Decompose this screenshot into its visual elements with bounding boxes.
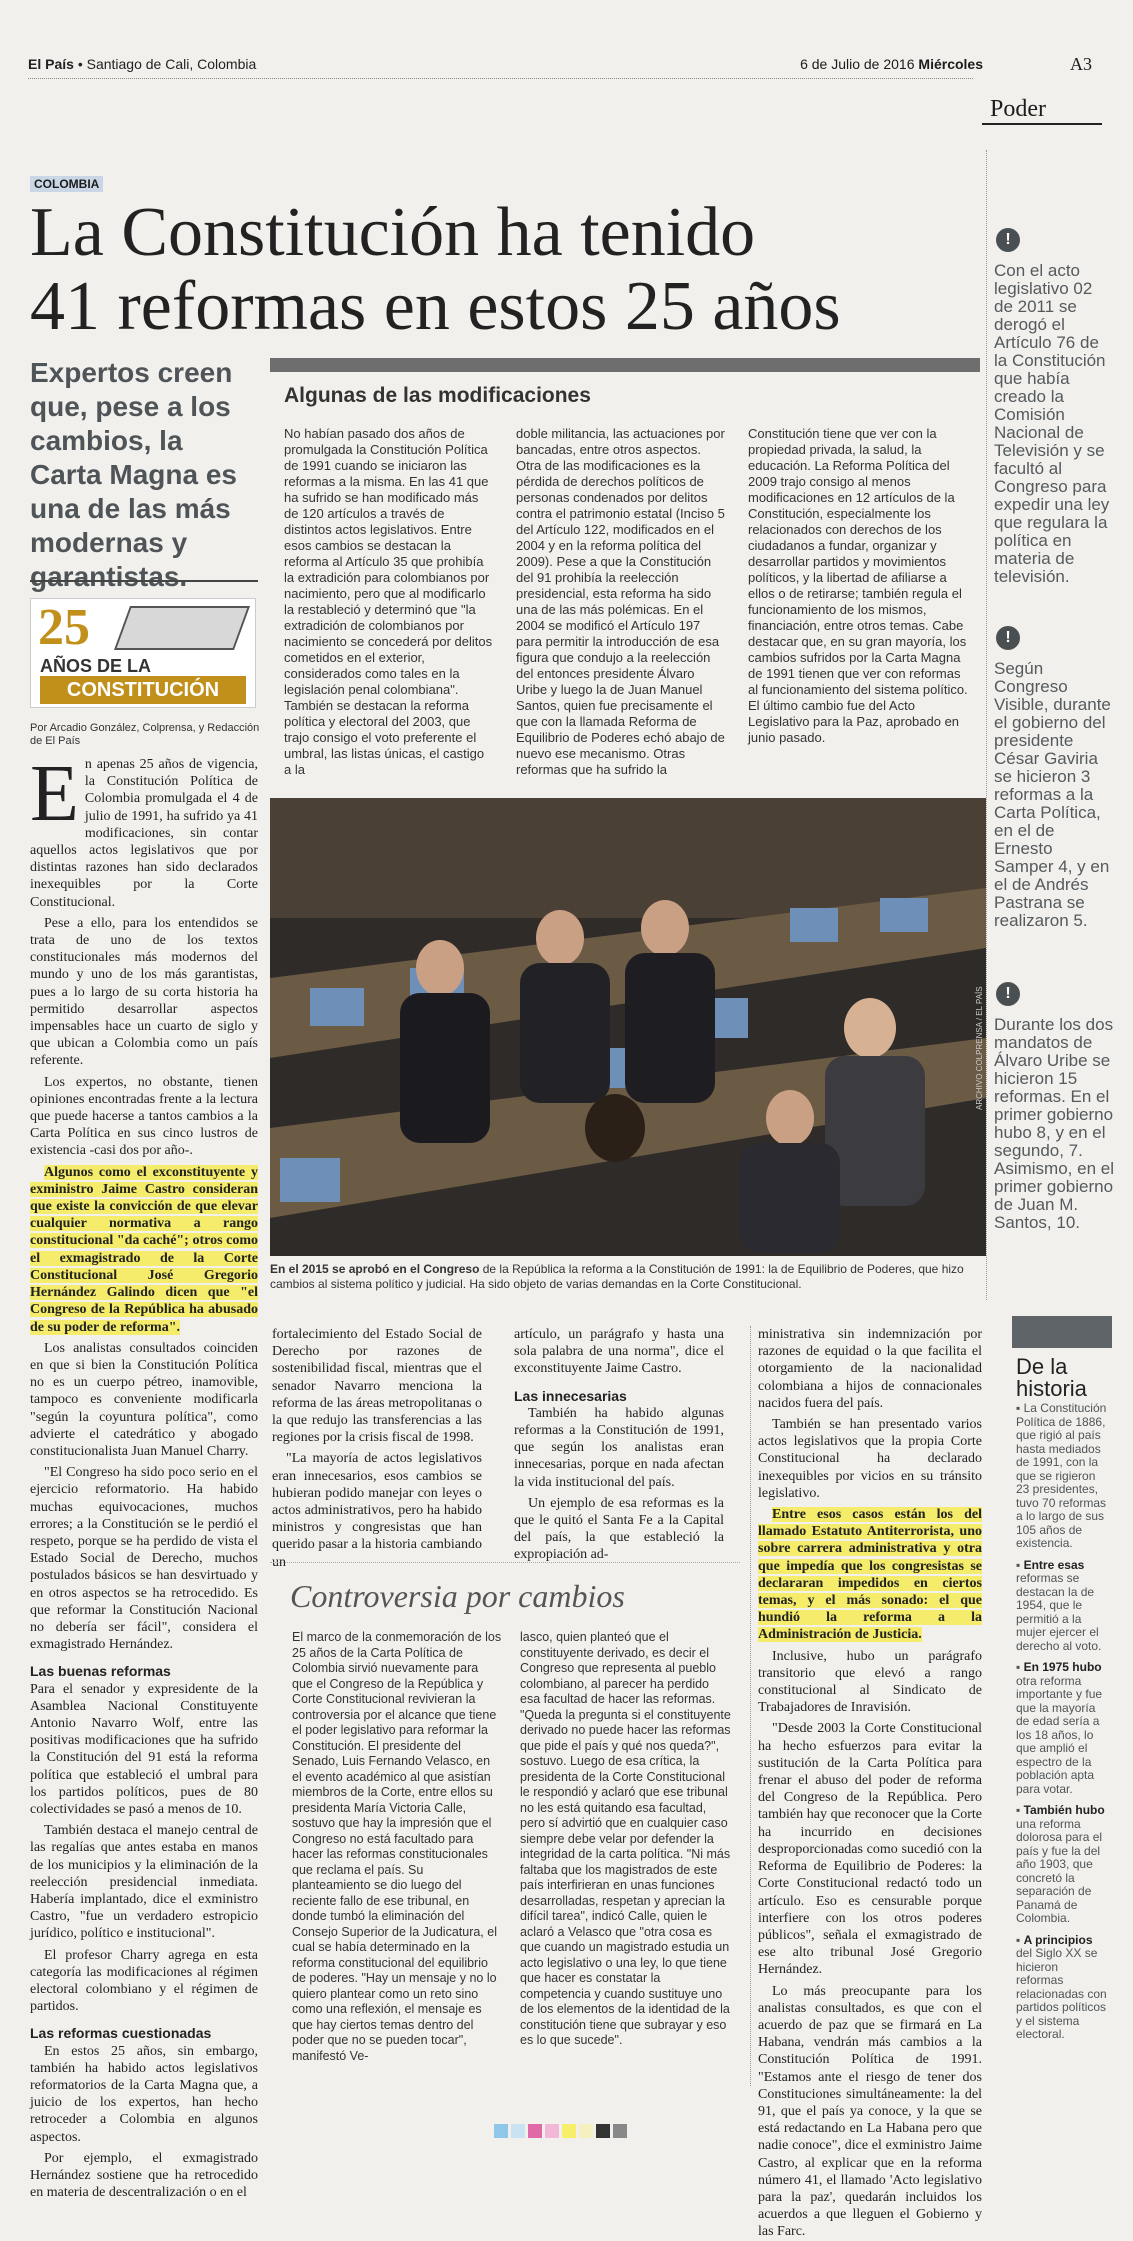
info-icon: ! — [996, 626, 1020, 650]
info-icon: ! — [996, 228, 1020, 252]
paragraph: ministrativa sin indemnización por razones de equidad o la que facilita el otorgamiento de la nacionalidad colombiana a hijos de connacionales nacidos fuera del país. — [758, 1327, 982, 1411]
highlighted-paragraph — [30, 1164, 258, 1336]
info-icon: ! — [996, 982, 1020, 1006]
paragraph: Los expertos, no obstante, tienen opiniones encontradas frente a la lectura que puede hacerse a tantos cambios a la Carta Política en sus cinco lustros de existencia -casi dos por año-. — [30, 1074, 258, 1159]
logo-line-1: AÑOS DE LA — [40, 656, 152, 676]
weekday: Miércoles — [918, 56, 983, 72]
subheading: Las innecesarias — [514, 1387, 627, 1404]
color-swatch — [528, 2124, 542, 2138]
sidebar-divider — [986, 150, 987, 1300]
paragraph: Los analistas consultados coinciden en que si bien la Constitución Política no es un cuerpo pétreo, inamovible, tampoco es conveniente modificarla "según la coyuntura política", como advierte el catedrático y abogado constitucionalista Juan Manuel Charry. — [30, 1340, 258, 1459]
history-lead: Entre esas — [1023, 1557, 1085, 1572]
paragraph: También se han presentado varios actos legislativos que la propia Corte Constitucional ha declarado inexequibles por vicios en su tránsito legislativo. — [758, 1417, 982, 1501]
history-lead: En 1975 hubo — [1023, 1660, 1102, 1674]
paragraph — [30, 750, 258, 911]
controversy-title: Controversia por cambios — [290, 1578, 625, 1614]
headline-line-2: 41 reformas en estos 25 años — [30, 268, 841, 345]
history-title: De la historia — [1016, 1354, 1087, 1401]
box-bar — [270, 358, 980, 372]
history-text: una reforma dolorosa para el país y fue la del año 1903, que concretó la separación de Panamá de Colombia. — [1016, 1816, 1103, 1925]
paragraph: Lo más preocupante para los analistas consultados, es que con el acuerdo de paz que se firmará en La Habana, vendrán más cambios a la Constitución Política de 1991. "Estamos ante el riesgo de tener dos Constituciones simultáneamente: la del 91, que el país ya conoce, y la que se está redactando en La Habana pero que nadie conoce", dice el exministro Jaime Castro, al explicar que en la reforma número 41, el llamado 'Acto legislativo para la paz', quedarán incluidos los acuerdos a que lleguen el Gobierno y las Farc. — [758, 1983, 982, 2240]
section-tab: Poder — [982, 96, 1102, 125]
paragraph: "La mayoría de actos legislativos eran innecesarios, esos cambios se hubieran podido manejar con leyes o actos administrativos, pero ha habido ministros y congresistas que han querido pasar a la historia cambiando un — [272, 1451, 482, 1570]
column-divider — [750, 1326, 751, 2086]
paragraph: Para el senador y expresidente de la Asamblea Nacional Constituyente Antonio Navarro Wolf, entre las positivas modificaciones que ha sufrido la Constitución del 91 está la reforma política que estableció el umbral para los partidos políticos, pues de 80 colectividades se pasó a menos de 10. — [30, 1681, 258, 1817]
highlight: Entre esos casos están los del llamado Estatuto Antiterrorista, uno sobre carrera administrativa y otra que impedía que los congresistas se declararan impedidos en ciertos temas, y el más sonado: el que hundió la reforma a la Administración de Justicia. — [758, 1507, 982, 1643]
paragraph: También destaca el manejo central de las regalías que antes estaba en manos de los municipios y la eliminación de la reelección presidencial inmediata. Habería implantado, dice el exministro Castro, "fue un verdadero estropicio jurídico, político e institucional". — [30, 1823, 258, 1942]
issue-date — [800, 56, 983, 72]
history-text: del Siglo XX se hicieron reformas relacionadas con partidos políticos y el sistema electoral. — [1016, 1946, 1107, 2041]
box-column-3: Constitución tiene que ver con la propiedad privada, la salud, la educación. La Reforma Política del 2009 trajo consigo al menos modificaciones en 12 artículos de la Constitución, especialmente los relacionados con derechos de los ciudadanos a fundar, organizar y desarrollar partidos y movimientos políticos, y la libertad de afiliarse a ellos o de retirarse; también regula el funcionamiento de los mismos, financiación, entre otros temas. Cabe destacar que, en su gran mayoría, los cambios sufridos por la Carta Magna de 1991 tienen que ver con reformas al funcionamiento del sistema político. El último cambio fue del Acto Legislativo para la Paz, aprobado en junio pasado. — [748, 426, 968, 745]
paragraph: También ha habido algunas reformas a la Constitución de 1991, que según los analistas eran innecesarias, porque en nada afectan la vida institucional del país. — [514, 1405, 724, 1490]
box-column-1: No habían pasado dos años de promulgada la Constitución Política de 1991 cuando se iniciaron las reformas a la misma. En las 41 que ha sufrido se han modificado más de 120 artículos a través de distintos actos legislativos. Entre esos cambios se destacan la reforma al Artículo 35 que prohibía la extradición para colombianos por nacimiento, pero que al modificarlo la restableció y determinó que "la extradición de colombianos por nacimiento se concederá por delitos cometidos en el exterior, considerados como tales en la legislación penal colombiana". También se destacan la reforma política y electoral del 2003, que trajo consigo el voto preferente el umbral, las listas únicas, el castigo a la — [284, 426, 493, 777]
color-swatch — [494, 2124, 508, 2138]
history-lead: También hubo — [1023, 1803, 1105, 1817]
history-item: ▪ La Constitución Política de 1886, que rigió al país hasta mediados de 1991, con la que se rigieron 23 presidentes, tuvo 70 reformas a lo largo de sus 105 años de existencia. — [1016, 1401, 1107, 1550]
print-color-bar — [494, 2124, 627, 2138]
paragraph: fortalecimiento del Estado Social de Derecho por razones de sostenibilidad fiscal, mientras que el senador Navarro menciona la reforma de las áreas metropolitanas o la que redujo las transferencias a las regiones por la crisis fiscal de 1998. — [272, 1327, 482, 1446]
color-swatch — [511, 2124, 525, 2138]
paragraph: Pese a ello, para los entendidos se trata de uno de los textos constitucionales más modernos del mundo y uno de los más garantistas, pues a lo largo de su corta historia ha permitido desarrollar aspectos impensables hace un cuarto de siglo y que ubican a Colombia como un país referente. — [30, 915, 258, 1069]
history-item: ▪ A principios del Siglo XX se hicieron reformas relacionadas con partidos políticos y el sistema electoral. — [1016, 1932, 1107, 2041]
paragraph-text: n apenas 25 años de vigencia, la Constitución Política de Colombia promulgada el 4 de julio de 1991, ha sufrido ya 41 modificaciones, sin contar aquellos actos legislativos que por distintas razones han sido declarados inexequibles por la Corte Constitucional. — [30, 757, 258, 910]
color-swatch — [545, 2124, 559, 2138]
dropcap: E — [30, 750, 79, 838]
congress-photo — [270, 798, 986, 1256]
caption-text: de la República la reforma a la Constitución de 1991: la de Equilibrio de Poderes, que hizo cambios al sistema político y judicial. Ha sido objeto de varias demandas en la Corte Constitucional. — [270, 1262, 964, 1291]
controversy-column-2: lasco, quien planteó que el constituyente derivado, es decir el Congreso que representa al pueblo colombiano, al parecer ha perdido esa facultad de hacer las reformas. "Queda la pregunta si el constituyente derivado no puede hacer las reformas que pide el país y qué nos queda?", sostuvo. Luego de esa crítica, la presidenta de la Corte Constitucional le respondió y aclaró que ese tribunal no les está quitando esa facultad, pero sí advirtió que en cualquier caso siempre debe velar por defender la integridad de la carta política. "Ni más faltaba que los magistrados de este país interfirieran en unas funciones desarrolladas, respetan y aprecian la difícil tarea", indicó Calle, quien le aclaró a Velasco que "otra cosa es que cuando un magistrado estudia un acto legislativo o una ley, lo que tiene que hacer es constatar la competencia y cuando sustituye uno de los elementos de la identidad de la constitución tiene que subrayar y eso es lo que sucede". — [520, 1630, 731, 2047]
logo-number: 25 — [38, 599, 90, 656]
book-icon — [114, 606, 250, 650]
paragraph: "Desde 2003 la Corte Constitucional ha hecho esfuerzos para evitar la sustitución de la Carta Política para frenar el abuso del poder de reforma del Congreso de la República. Pero también hay que reconocer que la Corte ha incurrido en decisiones desproporcionadas como sucedió con la Reforma de Equilibrio de Poderes: la Corte Constitucional redactó todo un artículo. Eso es censurable porque interfiere con los otros poderes públicos", señala el exmagistrado de ese alto tribunal José Gregorio Hernández. — [758, 1721, 982, 1978]
color-swatch — [562, 2124, 576, 2138]
page-number: A3 — [1070, 54, 1092, 74]
article-column-2 — [272, 1326, 482, 1571]
photo-credit: ARCHIVO COLPRENSA / EL PAÍS — [975, 986, 984, 1110]
deck-rule — [30, 580, 258, 582]
history-text: otra reforma importante y fue que la mayoría de edad sería a los 18 años, lo que amplió el espectro de la población apta para votar. — [1016, 1673, 1103, 1796]
sidebar-item-2: Según Congreso Visible, durante el gobierno del presidente César Gaviria se hicieron 3 reformas a la Carta Política, en el de Ernesto Samper 4, y en el de Andrés Pastrana se realizaron 5. — [994, 659, 1111, 930]
paragraph: En estos 25 años, sin embargo, también ha habido actos legislativos reformatorios de la Carta Magna que, a juicio de los expertos, han hecho retroceder a Colombia en algunos aspectos. — [30, 2043, 258, 2145]
controversy-rule — [270, 1562, 740, 1576]
header-rule — [28, 78, 973, 79]
date: 6 de Julio de 2016 — [800, 56, 915, 72]
history-item: ▪ En 1975 hubo otra reforma importante y fue que la mayoría de edad sería a los 18 años, lo que amplió el espectro de la población apta para votar. — [1016, 1660, 1103, 1796]
history-list — [1016, 1402, 1108, 2042]
history-lead: A principios — [1023, 1932, 1093, 1947]
subheading: Las reformas cuestionadas — [30, 2025, 212, 2042]
headline-line-1: La Constitución ha tenido — [30, 194, 756, 271]
location: • Santiago de Cali, Colombia — [77, 56, 257, 72]
history-text: La Constitución Política de 1886, que rigió al país hasta mediados de 1991, con la que se rigieron 23 presidentes, tuvo 70 reformas a lo largo de sus 105 años de existencia. — [1016, 1401, 1107, 1550]
paragraph: Inclusive, hubo un parágrafo transitorio que elevó a rango constitucional al Sindicato de Trabajadores de Inravisión. — [758, 1648, 982, 1716]
highlight: Algunos como el exconstituyente y exministro Jaime Castro consideran que existe la convicción de que elevar cualquier normativa a rango constitucional "da caché"; otros como el exmagistrado de la Corte Constitucional José Gregorio Hernández Galindo dicen que "el Congreso de la República ha abusado de su poder de reforma". — [30, 1164, 258, 1335]
paragraph: artículo, un parágrafo y hasta una sola palabra de una norma", dice el exconstituyente Jaime Castro. — [514, 1327, 724, 1377]
photo-caption — [270, 1262, 986, 1292]
article-column-3 — [514, 1326, 724, 1564]
sidebar-item-1: Con el acto legislativo 02 de 2011 se derogó el Artículo 76 de la Constitución que había creado la Comisión Nacional de Televisión y se facultó al Congreso para expedir una ley que regulara la política en materia de televisión. — [994, 261, 1110, 586]
color-swatch — [613, 2124, 627, 2138]
anniversary-logo — [30, 598, 256, 708]
masthead — [28, 56, 256, 72]
logo-line-2: CONSTITUCIÓN — [40, 676, 246, 704]
byline: Por Arcadio González, Colprensa, y Redacción de El País — [30, 722, 260, 747]
color-swatch — [596, 2124, 610, 2138]
box-title: Algunas de las modificaciones — [284, 384, 591, 407]
article-column-1 — [30, 750, 258, 2201]
history-item: ▪ También hubo una reforma dolorosa para el país y fue la del año 1903, que concretó la separación de Panamá de Colombia. — [1016, 1803, 1105, 1925]
headline — [30, 196, 990, 344]
article-column-4 — [758, 1326, 982, 2241]
paper-name: El País — [28, 56, 74, 72]
paragraph: Por ejemplo, el exmagistrado Hernández sostiene que ha retrocedido en materia de descentralización o en el — [30, 2150, 258, 2201]
box-column-2: doble militancia, las actuaciones por bancadas, entre otros aspectos. Otra de las modificaciones es la pérdida de derechos políticos de personas condenados por delitos contra el patrimonio estatal (Inciso 5 del Artículo 122, modificados en el 2004 y en la reforma política del 2009). Pese a que la Constitución del 91 prohibía la reelección presidencial, esta reforma ha sido una de las más polémicas. En el 2004 se modificó el Artículo 197 para permitir la introducción de esa figura que condujo a la reelección del entonces presidente Álvaro Uribe y luego la de Juan Manuel Santos, quien fue precisamente el que con la llamada Reforma de Equilibrio de Poderes echó abajo de nuevo ese mecanismo. Otras reformas que ha sufrido la — [516, 426, 725, 777]
sidebar-item-3: Durante los dos mandatos de Álvaro Uribe se hicieron 15 reformas. En el primer gobierno hubo 8, y en el segundo, 7. Asimismo, en el primer gobierno de Juan M. Santos, 10. — [994, 1015, 1114, 1232]
subheading: Las buenas reformas — [30, 1663, 171, 1680]
history-text: reformas se destacan la de 1954, que le permitió a la mujer ejercer el derecho al voto. — [1016, 1571, 1102, 1653]
paragraph: "El Congreso ha sido poco serio en el ejercicio reformatorio. Ha habido muchas equivocaciones, muchos errores; a la Constitución se le perdió el respeto, porque se ha perdido de vista el Estado Social de Derecho, muchos postulados básicos se han desvirtuado y en otros aspectos se ha retrocedido. Es que reformar la Constitución Nacional no debería ser fácil", considera el exmagistrado Hernández. — [30, 1465, 258, 1653]
caption-lead: En el 2015 se aprobó en el Congreso — [270, 1262, 480, 1276]
controversy-column-1: El marco de la conmemoración de los 25 años de la Carta Política de Colombia sirvió nuevamente para que el Congreso de la República y Corte Constitucional revivieran la controversia por el alcance que tiene el poder legislativo para reformar la Constitución. El presidente del Senado, Luis Fernando Velasco, en el evento académico al que asistían miembros de la Corte, entre ellos su presidenta María Victoria Calle, sostuvo que hay la impresión que el Congreso no está facultado para hacer las reformas constitucionales que reclama el país. Su planteamiento se dio luego del reciente fallo de ese tribunal, en donde tumbó la eliminación del Consejo Superior de la Judicatura, el cual se había determinado en la reforma constitucional del equilibrio de poderes. "Hay un mensaje y no lo quiero plantear como un reto sino como una reflexión, el mensaje es que hay ciertos temas dentro del poder que no se pueden tocar", manifestó Ve- — [292, 1630, 502, 2063]
color-swatch — [579, 2124, 593, 2138]
history-item: ▪ Entre esas reformas se destacan la de 1954, que le permitió a la mujer ejercer el derecho al voto. — [1016, 1557, 1102, 1653]
history-bar — [1012, 1316, 1112, 1348]
highlighted-paragraph — [758, 1506, 982, 1644]
deck: Expertos creen que, pese a los cambios, la Carta Magna es una de las más modernas y garantistas. — [30, 357, 237, 592]
section-label: COLOMBIA — [30, 176, 103, 192]
paragraph: El profesor Charry agrega en esta categoría las modificaciones al régimen electoral colombiano y el régimen de partidos. — [30, 1947, 258, 2015]
paragraph: Un ejemplo de esa reformas es la que le quitó el Santa Fe a la Capital del país, la que estableció la expropiación ad- — [514, 1495, 724, 1563]
photo-illustration — [270, 798, 986, 1256]
